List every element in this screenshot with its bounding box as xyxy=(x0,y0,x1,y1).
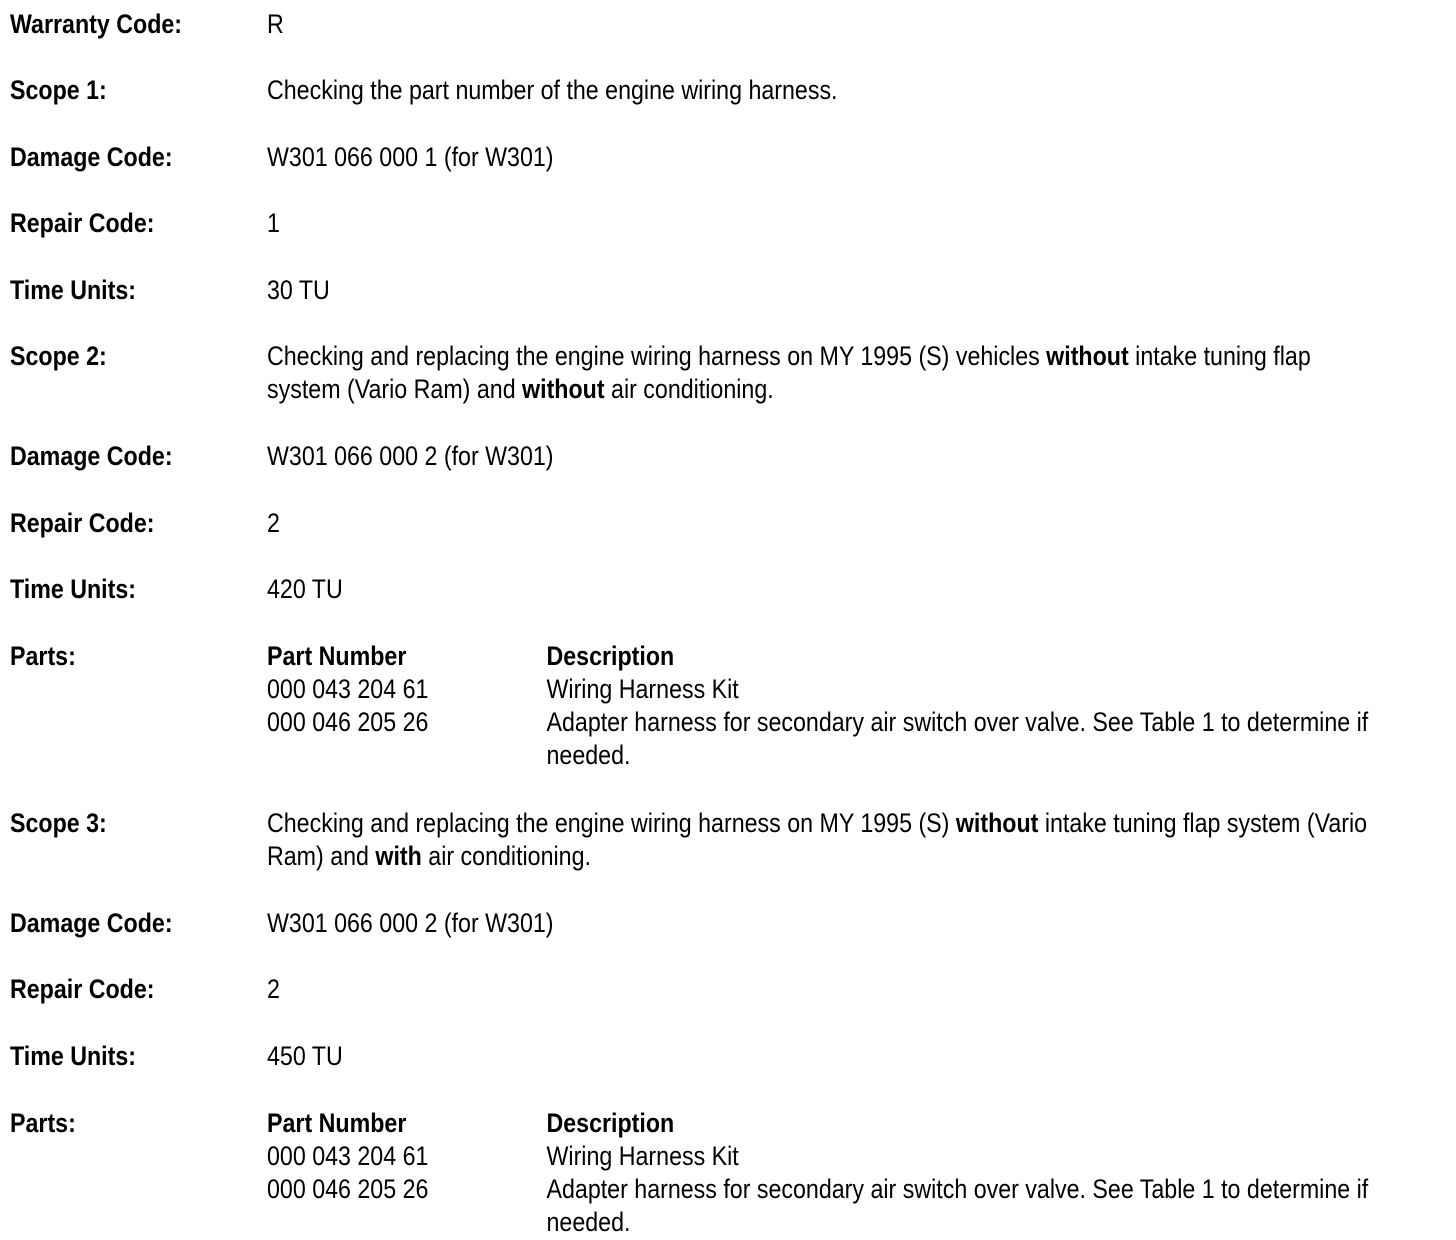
repair-code-label: Repair Code: xyxy=(10,508,155,538)
description-cell: Adapter harness for secondary air switch over valve. See Table 1 to determine if needed. xyxy=(546,1174,1369,1237)
repair-code-value: 2 xyxy=(267,974,280,1004)
description-cell: Wiring Harness Kit xyxy=(546,1141,739,1171)
scope1-label: Scope 1: xyxy=(10,75,107,105)
scope2-label: Scope 2: xyxy=(10,341,107,371)
time-units-value: 450 TU xyxy=(267,1041,343,1071)
scope3-text: Checking and replacing the engine wiring harness on MY 1995 (S) without intake tuning flap system (Vario Ram) and with air conditioning. xyxy=(267,808,1368,871)
description-cell: Wiring Harness Kit xyxy=(546,674,739,704)
scope3-label: Scope 3: xyxy=(10,808,107,838)
damage-code-label: Damage Code: xyxy=(10,908,173,938)
time-units-value: 30 TU xyxy=(267,275,330,305)
description-cell: Adapter harness for secondary air switch over valve. See Table 1 to determine if needed. xyxy=(546,707,1369,770)
part-number-cell: 000 046 205 26 xyxy=(267,1174,429,1204)
time-units-label: Time Units: xyxy=(10,574,137,604)
part-number-header: Part Number xyxy=(267,1108,407,1138)
repair-code-label: Repair Code: xyxy=(10,208,155,238)
damage-code-value: W301 066 000 2 (for W301) xyxy=(267,908,554,938)
description-header: Description xyxy=(546,641,675,671)
damage-code-value: W301 066 000 1 (for W301) xyxy=(267,142,554,172)
repair-code-value: 1 xyxy=(267,208,280,238)
parts-label: Parts: xyxy=(10,641,76,671)
part-number-cell: 000 043 204 61 xyxy=(267,674,429,704)
damage-code-value: W301 066 000 2 (for W301) xyxy=(267,441,554,471)
repair-code-label: Repair Code: xyxy=(10,974,155,1004)
part-number-cell: 000 046 205 26 xyxy=(267,707,429,737)
damage-code-label: Damage Code: xyxy=(10,142,173,172)
parts-label: Parts: xyxy=(10,1108,76,1138)
scope1-text: Checking the part number of the engine wiring harness. xyxy=(267,75,838,105)
scope2-text: Checking and replacing the engine wiring harness on MY 1995 (S) vehicles without intake tuning flap system (Vario Ram) and without air conditioning. xyxy=(267,341,1311,404)
time-units-label: Time Units: xyxy=(10,275,137,305)
repair-code-value: 2 xyxy=(267,508,280,538)
description-header: Description xyxy=(546,1108,675,1138)
time-units-label: Time Units: xyxy=(10,1041,137,1071)
part-number-header: Part Number xyxy=(267,641,407,671)
warranty-code-label: Warranty Code: xyxy=(10,9,183,39)
warranty-code-value: R xyxy=(267,9,284,39)
part-number-cell: 000 043 204 61 xyxy=(267,1141,429,1171)
damage-code-label: Damage Code: xyxy=(10,441,173,471)
time-units-value: 420 TU xyxy=(267,574,343,604)
